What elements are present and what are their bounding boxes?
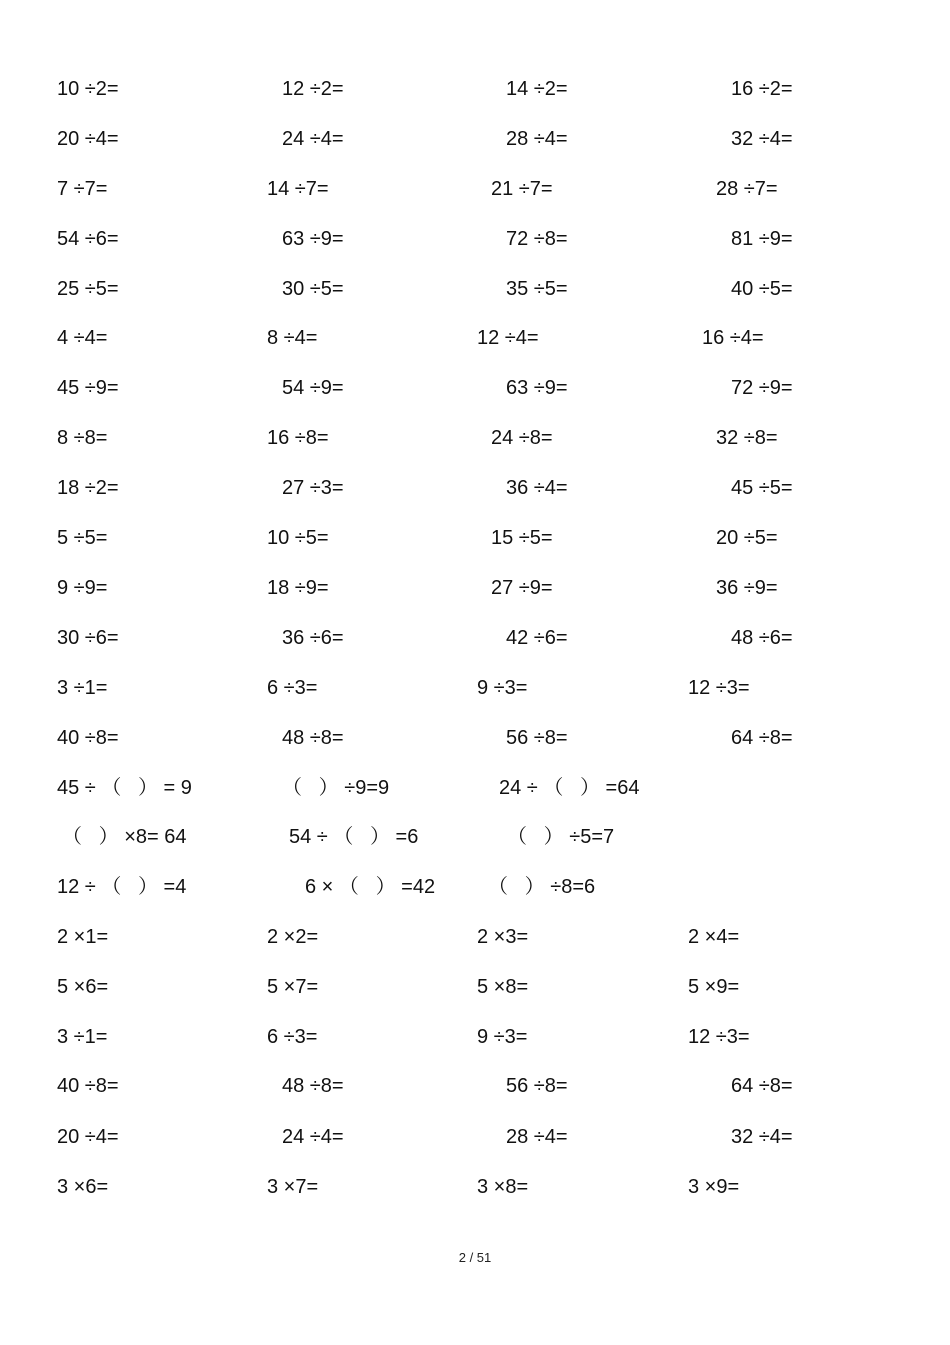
problem-row [0, 124, 950, 154]
problem: 10 ÷5= [267, 527, 329, 549]
problem: 54 ÷9= [282, 377, 344, 399]
problem: 3 ×8= [477, 1176, 529, 1198]
problem: 40 ÷8= [57, 727, 119, 749]
problem-row [0, 723, 950, 753]
problem: 9 ÷3= [477, 1026, 528, 1048]
problem: 25 ÷5= [57, 278, 119, 300]
problem: 24 ÷4= [282, 1126, 344, 1148]
problem: 64 ÷8= [731, 1075, 793, 1097]
problem: 15 ÷5= [491, 527, 553, 549]
problem: 45 ÷9= [57, 377, 119, 399]
problem: 14 ÷7= [267, 178, 329, 200]
problem: 32 ÷4= [731, 128, 793, 150]
fill-in-problem: （ ） ÷9=9 [282, 777, 390, 799]
problem-row [0, 224, 950, 254]
problem-row [0, 373, 950, 403]
problem: 3 ×9= [688, 1176, 740, 1198]
problem: 3 ÷1= [57, 1026, 108, 1048]
problem: 63 ÷9= [282, 228, 344, 250]
problem: 18 ÷9= [267, 577, 329, 599]
problem: 48 ÷8= [282, 1075, 344, 1097]
problem: 9 ÷9= [57, 577, 108, 599]
problem: 45 ÷5= [731, 477, 793, 499]
problem: 72 ÷8= [506, 228, 568, 250]
problem-row [0, 623, 950, 653]
problem: 35 ÷5= [506, 278, 568, 300]
problem: 3 ÷1= [57, 677, 108, 699]
problem: 6 ÷3= [267, 1026, 318, 1048]
problem: 30 ÷5= [282, 278, 344, 300]
problem: 5 ×6= [57, 976, 109, 998]
problem: 12 ÷3= [688, 1026, 750, 1048]
problem: 16 ÷4= [702, 327, 764, 349]
problem: 14 ÷2= [506, 78, 568, 100]
problem: 36 ÷9= [716, 577, 778, 599]
problem-row [0, 323, 950, 353]
problem: 2 ×4= [688, 926, 740, 948]
problem-row [0, 673, 950, 703]
problem: 18 ÷2= [57, 477, 119, 499]
problem: 2 ×2= [267, 926, 319, 948]
problem: 28 ÷7= [716, 178, 778, 200]
fill-in-problem: （ ） ÷8=6 [488, 876, 596, 898]
problem: 12 ÷4= [477, 327, 539, 349]
problem: 4 ÷4= [57, 327, 108, 349]
problem-row [0, 1122, 950, 1152]
problem: 24 ÷8= [491, 427, 553, 449]
problem: 20 ÷4= [57, 1126, 119, 1148]
problem: 8 ÷8= [57, 427, 108, 449]
problem: 54 ÷6= [57, 228, 119, 250]
problem-row [0, 74, 950, 104]
problem: 20 ÷5= [716, 527, 778, 549]
problem-row [0, 972, 950, 1002]
problem: 3 ×6= [57, 1176, 109, 1198]
problem: 16 ÷2= [731, 78, 793, 100]
problem: 16 ÷8= [267, 427, 329, 449]
problem: 64 ÷8= [731, 727, 793, 749]
problem: 12 ÷2= [282, 78, 344, 100]
problem-row [0, 872, 950, 902]
problem-row [0, 1071, 950, 1101]
problem: 72 ÷9= [731, 377, 793, 399]
problem: 27 ÷9= [491, 577, 553, 599]
problem: 36 ÷6= [282, 627, 344, 649]
problem-row [0, 822, 950, 852]
problem-row [0, 573, 950, 603]
problem: 81 ÷9= [731, 228, 793, 250]
problem-row [0, 773, 950, 803]
problem: 27 ÷3= [282, 477, 344, 499]
fill-in-problem: 24 ÷ （ ） =64 [499, 777, 640, 799]
fill-in-problem: 12 ÷ （ ） =4 [57, 876, 187, 898]
problem-row [0, 523, 950, 553]
problem: 5 ×9= [688, 976, 740, 998]
problem-row [0, 274, 950, 304]
problem-row [0, 473, 950, 503]
problem-row [0, 423, 950, 453]
problem-row [0, 1022, 950, 1052]
problem-row [0, 174, 950, 204]
problem: 56 ÷8= [506, 727, 568, 749]
problem: 8 ÷4= [267, 327, 318, 349]
problem: 24 ÷4= [282, 128, 344, 150]
problem: 40 ÷8= [57, 1075, 119, 1097]
problem-row [0, 1172, 950, 1202]
problem: 36 ÷4= [506, 477, 568, 499]
problem: 5 ×8= [477, 976, 529, 998]
problem: 12 ÷3= [688, 677, 750, 699]
fill-in-problem: （ ） ×8= 64 [62, 826, 187, 848]
fill-in-problem: （ ） ÷5=7 [507, 826, 615, 848]
problem: 28 ÷4= [506, 128, 568, 150]
problem: 48 ÷6= [731, 627, 793, 649]
problem: 9 ÷3= [477, 677, 528, 699]
fill-in-problem: 54 ÷ （ ） =6 [289, 826, 419, 848]
problem: 32 ÷8= [716, 427, 778, 449]
problem: 5 ÷5= [57, 527, 108, 549]
problem: 63 ÷9= [506, 377, 568, 399]
problem: 2 ×1= [57, 926, 109, 948]
problem: 10 ÷2= [57, 78, 119, 100]
problem: 21 ÷7= [491, 178, 553, 200]
problem: 32 ÷4= [731, 1126, 793, 1148]
problem: 6 ÷3= [267, 677, 318, 699]
problem: 48 ÷8= [282, 727, 344, 749]
problem: 5 ×7= [267, 976, 319, 998]
fill-in-problem: 45 ÷ （ ） = 9 [57, 777, 192, 799]
page-number: 2 / 51 [458, 1250, 492, 1265]
problem: 20 ÷4= [57, 128, 119, 150]
problem: 28 ÷4= [506, 1126, 568, 1148]
problem: 56 ÷8= [506, 1075, 568, 1097]
problem: 40 ÷5= [731, 278, 793, 300]
problem: 2 ×3= [477, 926, 529, 948]
problem: 42 ÷6= [506, 627, 568, 649]
fill-in-problem: 6 × （ ） =42 [305, 876, 436, 898]
problem: 30 ÷6= [57, 627, 119, 649]
problem: 7 ÷7= [57, 178, 108, 200]
problem-row [0, 922, 950, 952]
problem: 3 ×7= [267, 1176, 319, 1198]
